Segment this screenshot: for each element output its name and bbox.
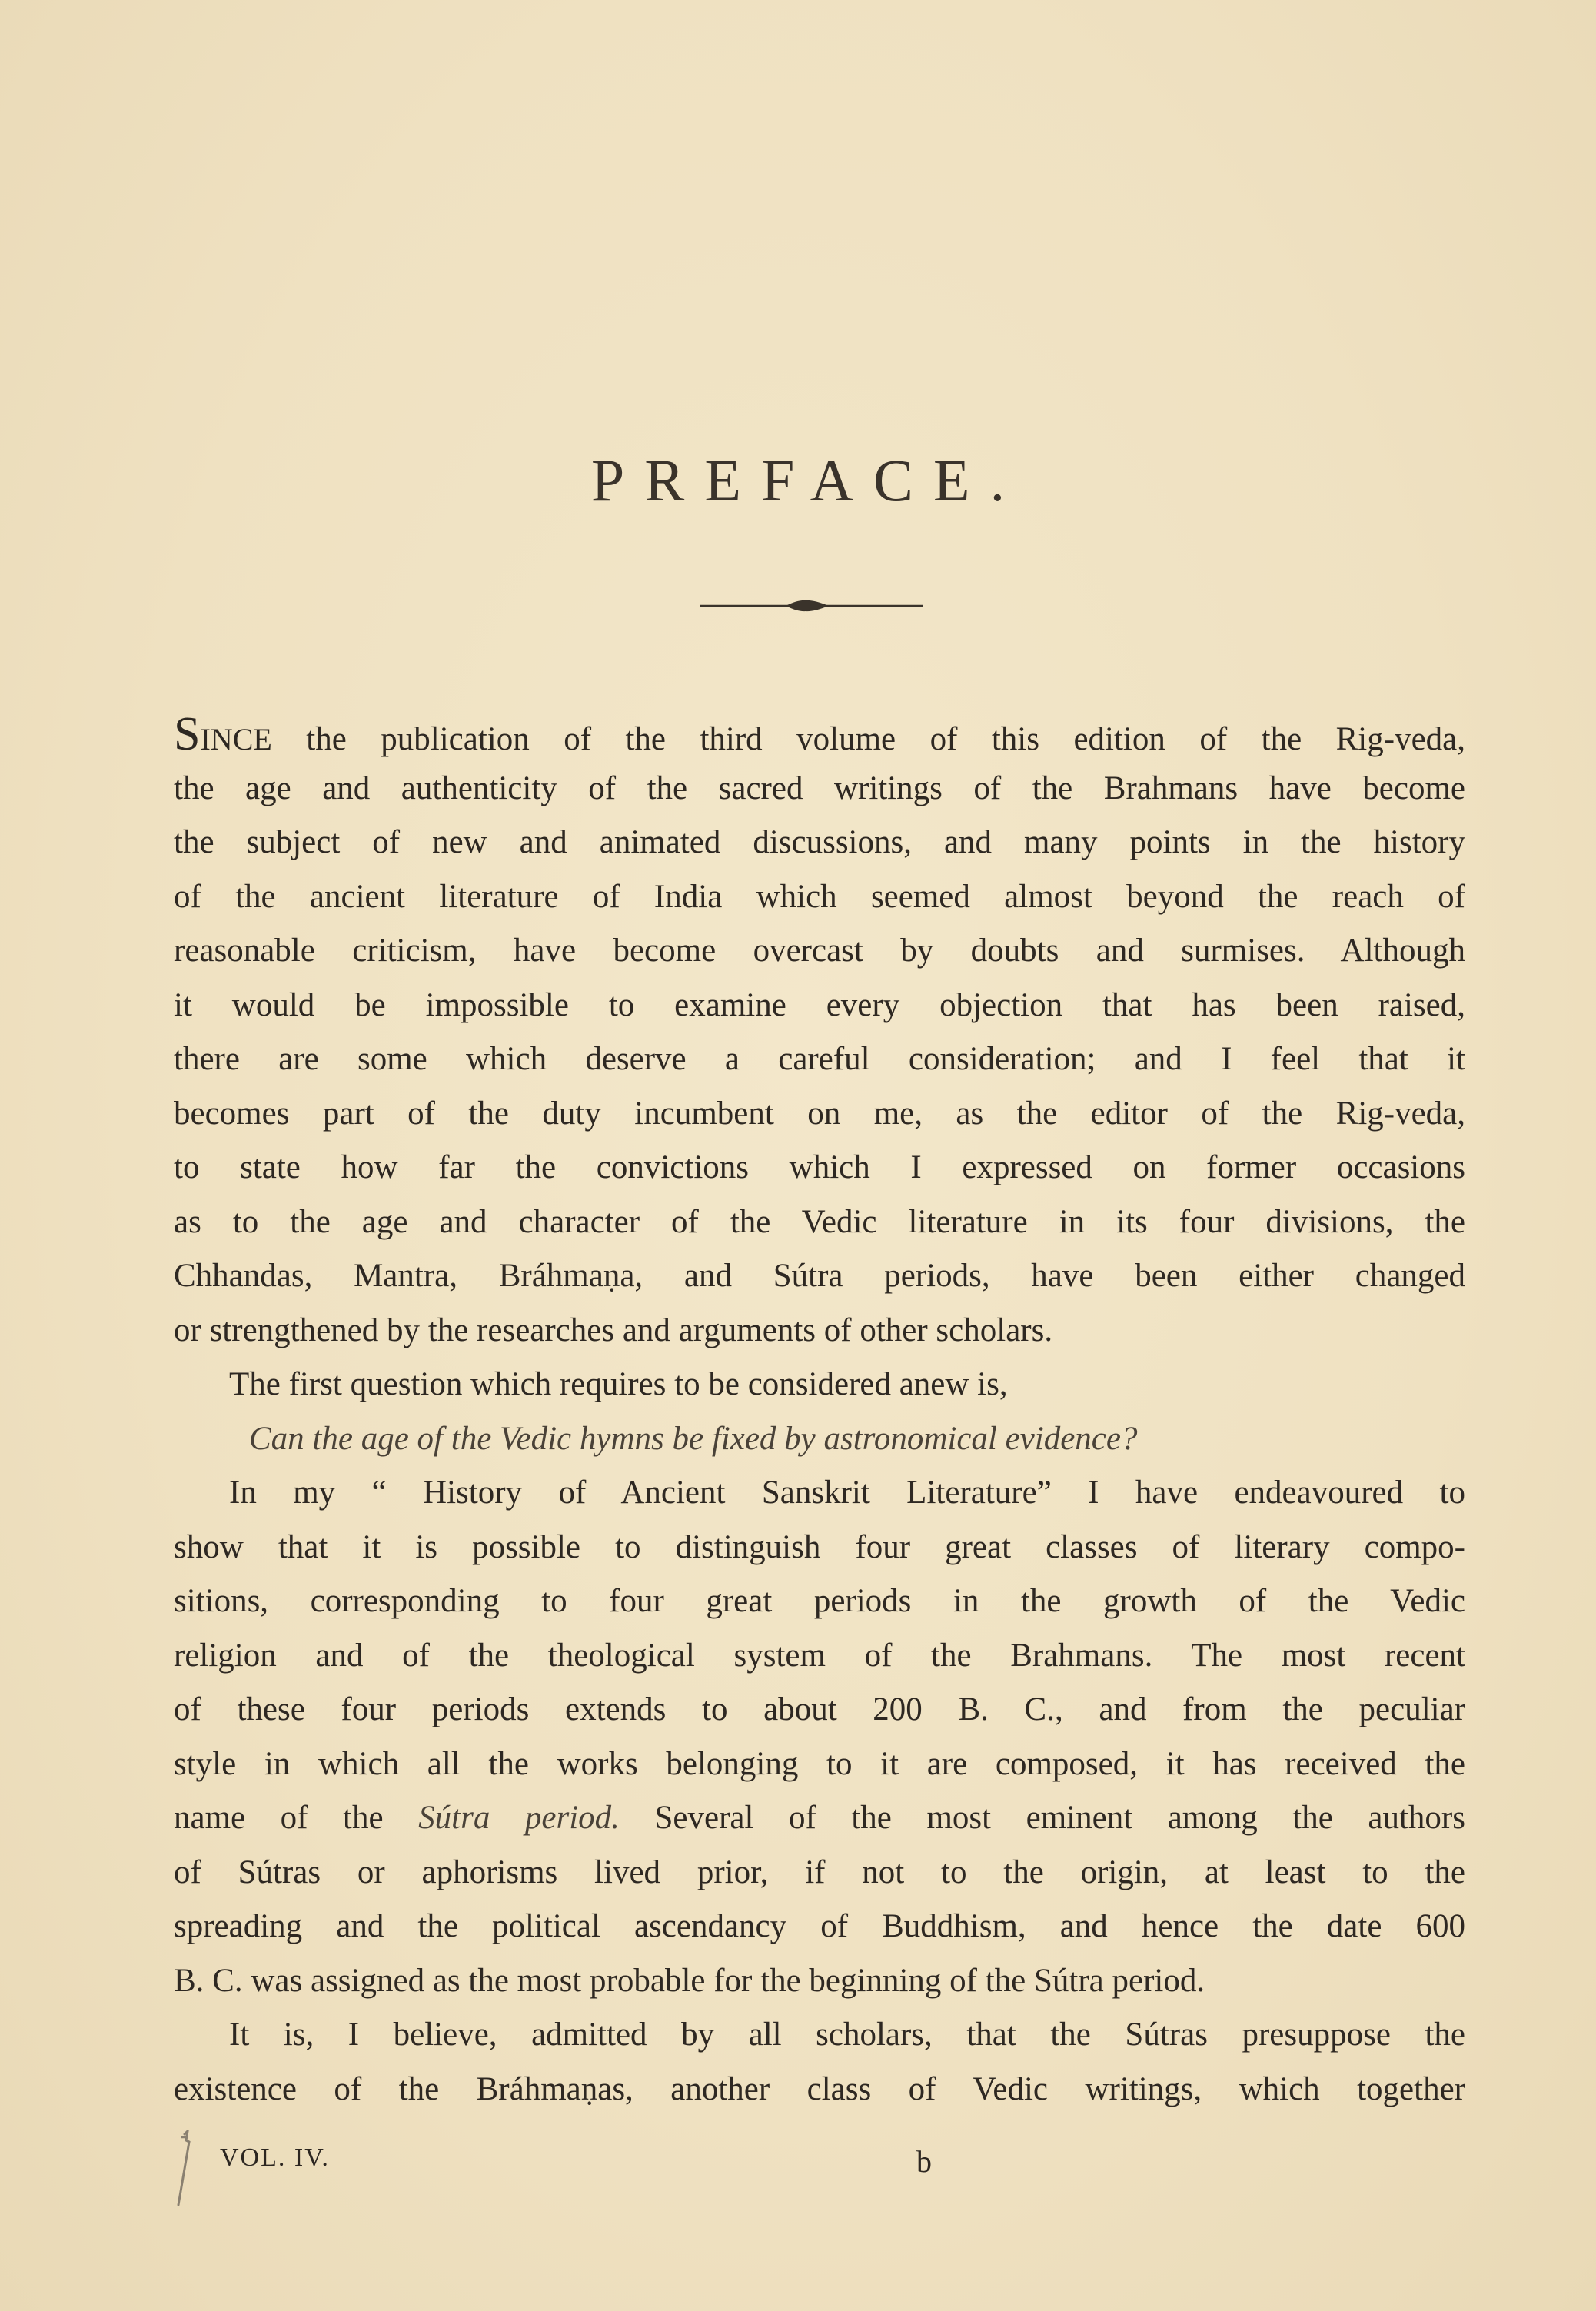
text-line: existence of the Bráhmaṇas, another class of Vedic writings, which together [174,2070,1465,2107]
text-line: In my “ History of Ancient Sanskrit Literature” I have endeavoured to [229,1475,1465,1511]
preface-body [174,707,1465,2116]
signature-mark: b [916,2144,932,2179]
text-line: it would be impossible to examine every objection that has been raised, [174,986,1465,1023]
text-line: It is, I believe, admitted by all scholars, that the Sútras presuppose the [229,2017,1465,2053]
text-line-mixed [174,1791,1465,1846]
page-footer [174,2143,1465,2190]
text-line: the subject of new and animated discussions, and many points in the history [174,824,1465,860]
text-line: there are some which deserve a careful consideration; and I feel that it [174,1041,1465,1077]
italic-term: Sútra period. [418,1800,620,1836]
text-line: sitions, corresponding to four great periods in the growth of the Vedic [174,1583,1465,1619]
text-line: to state how far the convictions which I expressed on former occasions [174,1149,1465,1185]
text-line: reasonable criticism, have become overcast by doubts and surmises. Although [174,933,1465,969]
text-line: the age and authenticity of the sacred writings of the Brahmans have become [174,770,1465,806]
text-line: spreading and the political ascendancy of Buddhism, and hence the date 600 [174,1908,1465,1944]
text-line: becomes part of the duty incumbent on me, as the editor of the Rig-veda, [174,1095,1465,1132]
text-line: of these four periods extends to about 200 B. C., and from the peculiar [174,1691,1465,1727]
text-line: of the ancient literature of India which seemed almost beyond the reach of [174,878,1465,915]
text-line: B. C. was assigned as the most probable for the beginning of the Sútra period. [174,1962,1205,1999]
drop-cap: S [174,708,201,760]
text-line: or strengthened by the researches and arguments of other scholars. [174,1312,1053,1348]
question-intro: The first question which requires to be considered anew is, [229,1366,1008,1402]
text-line: Chhandas, Mantra, Bráhmaṇa, and Sútra periods, have been either changed [174,1258,1465,1294]
text-line: of Sútras or aphorisms lived prior, if not to the origin, at least to the [174,1854,1465,1890]
text-line: style in which all the works belonging to it are composed, it has received the [174,1745,1465,1782]
line-text: the publication of the third volume of this edition of the Rig-veda, [271,721,1465,757]
text-line: as to the age and character of the Vedic literature in its four divisions, the [174,1203,1465,1240]
volume-label: VOL. IV. [220,2143,330,2172]
text-line: show that it is possible to distinguish four great classes of literary compo- [174,1528,1465,1565]
ornament-rule-icon [700,597,923,615]
text-line: religion and of the theological system of the Brahmans. The most recent [174,1637,1465,1674]
question-italic: Can the age of the Vedic hymns be fixed by astronomical evidence? [249,1420,1138,1457]
paragraph-1-first-line [174,707,1465,762]
line-text: Several of the most eminent among the authors [619,1800,1465,1836]
line-text: name of the [174,1800,419,1836]
small-caps-word: INCE [200,722,272,756]
page-title: PREFACE. [590,447,1026,514]
